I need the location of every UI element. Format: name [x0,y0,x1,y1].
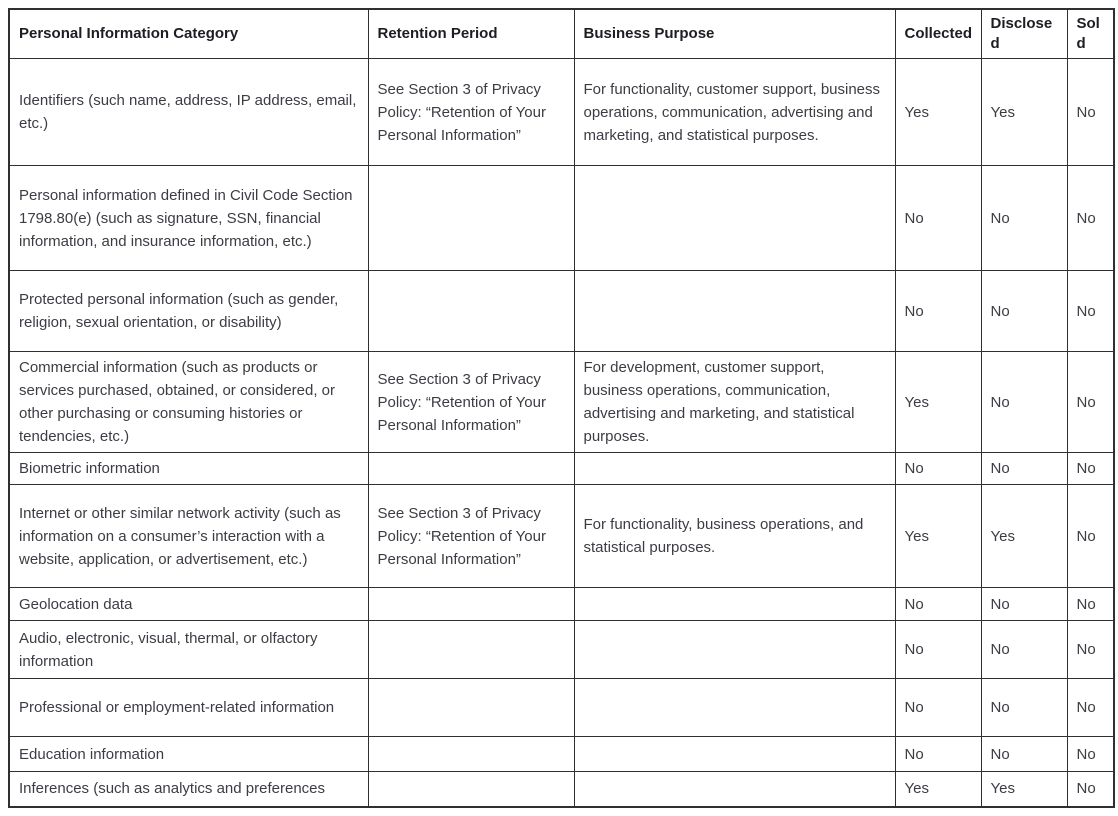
cell-category: Geolocation data [9,588,368,621]
cell-retention [368,621,574,679]
cell-sold: No [1067,59,1114,166]
table-header-row [9,9,1114,59]
cell-purpose: For development, customer support, business operations, communication, advertising and marketing, and statistical purposes. [574,352,895,453]
cell-collected: Yes [895,485,981,588]
col-header-purpose: Business Purpose [574,9,895,59]
cell-collected: No [895,737,981,772]
cell-sold: No [1067,352,1114,453]
cell-collected: No [895,271,981,352]
cell-retention: See Section 3 of Privacy Policy: “Retention of Your Personal Information” [368,59,574,166]
cell-retention: See Section 3 of Privacy Policy: “Retention of Your Personal Information” [368,352,574,453]
cell-collected: No [895,166,981,271]
col-header-category: Personal Information Category [9,9,368,59]
cell-retention [368,588,574,621]
cell-category: Identifiers (such name, address, IP address, email, etc.) [9,59,368,166]
table-row [9,679,1114,737]
cell-disclosed: Yes [981,772,1067,807]
cell-retention [368,737,574,772]
col-header-sold: Sold [1067,9,1114,59]
cell-purpose [574,737,895,772]
table-row [9,588,1114,621]
cell-purpose: For functionality, customer support, business operations, communication, advertising and marketing, and statistical purposes. [574,59,895,166]
cell-purpose [574,588,895,621]
cell-collected: Yes [895,352,981,453]
col-header-retention: Retention Period [368,9,574,59]
cell-collected: No [895,453,981,485]
table-row [9,59,1114,166]
cell-sold: No [1067,621,1114,679]
cell-sold: No [1067,485,1114,588]
cell-collected: No [895,588,981,621]
cell-collected: No [895,621,981,679]
cell-disclosed: No [981,679,1067,737]
table-row [9,621,1114,679]
cell-disclosed: No [981,588,1067,621]
table-row [9,737,1114,772]
privacy-disclosure-table [8,8,1115,808]
cell-disclosed: No [981,737,1067,772]
cell-purpose: For functionality, business operations, and statistical purposes. [574,485,895,588]
cell-purpose [574,621,895,679]
table-row [9,352,1114,453]
cell-category: Inferences (such as analytics and preferences [9,772,368,807]
cell-purpose [574,772,895,807]
table-row [9,166,1114,271]
cell-retention [368,772,574,807]
cell-sold: No [1067,453,1114,485]
cell-category: Professional or employment-related information [9,679,368,737]
col-header-collected: Collected [895,9,981,59]
cell-category: Audio, electronic, visual, thermal, or olfactory information [9,621,368,679]
cell-disclosed: No [981,352,1067,453]
cell-retention [368,271,574,352]
cell-purpose [574,271,895,352]
cell-collected: No [895,679,981,737]
cell-collected: Yes [895,772,981,807]
cell-category: Commercial information (such as products or services purchased, obtained, or considered, or other purchasing or consuming histories or tendencies, etc.) [9,352,368,453]
cell-retention [368,679,574,737]
cell-category: Personal information defined in Civil Code Section 1798.80(e) (such as signature, SSN, financial information, and insurance information, etc.) [9,166,368,271]
cell-category: Protected personal information (such as gender, religion, sexual orientation, or disability) [9,271,368,352]
table-row [9,271,1114,352]
col-header-disclosed: Disclosed [981,9,1067,59]
cell-sold: No [1067,772,1114,807]
cell-category: Education information [9,737,368,772]
table-row [9,453,1114,485]
cell-disclosed: No [981,271,1067,352]
cell-disclosed: Yes [981,485,1067,588]
cell-disclosed: No [981,166,1067,271]
cell-purpose [574,453,895,485]
cell-sold: No [1067,166,1114,271]
cell-sold: No [1067,737,1114,772]
cell-sold: No [1067,588,1114,621]
cell-purpose [574,679,895,737]
cell-retention [368,166,574,271]
cell-purpose [574,166,895,271]
table-row [9,772,1114,807]
cell-category: Biometric information [9,453,368,485]
cell-retention: See Section 3 of Privacy Policy: “Retention of Your Personal Information” [368,485,574,588]
cell-sold: No [1067,271,1114,352]
cell-retention [368,453,574,485]
cell-disclosed: No [981,453,1067,485]
cell-disclosed: Yes [981,59,1067,166]
cell-disclosed: No [981,621,1067,679]
cell-collected: Yes [895,59,981,166]
cell-category: Internet or other similar network activity (such as information on a consumer’s interaction with a website, application, or advertisement, etc.) [9,485,368,588]
cell-sold: No [1067,679,1114,737]
table-row [9,485,1114,588]
